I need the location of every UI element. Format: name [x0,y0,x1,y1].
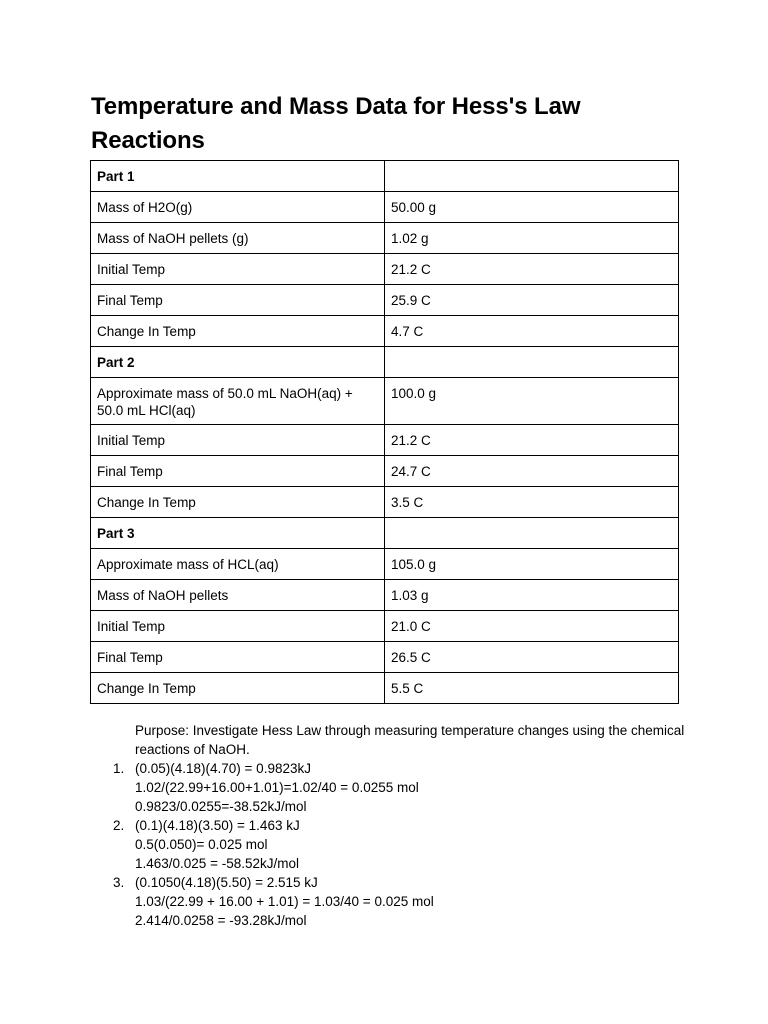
table-row [91,425,679,456]
value-cell: 50.00 g [385,192,679,223]
notes-section [113,721,695,930]
calculation-line: 0.5(0.050)= 0.025 mol [135,837,268,852]
section-header-row [91,347,679,378]
table-row [91,378,679,425]
calculation-line: 1.03/(22.99 + 16.00 + 1.01) = 1.03/40 = 0.025 mol [135,894,434,909]
calculation-line: (0.05)(4.18)(4.70) = 0.9823kJ [135,761,311,776]
section-header-row [91,518,679,549]
label-cell: Initial Temp [91,425,385,456]
value-cell [385,347,679,378]
value-cell: 4.7 C [385,316,679,347]
label-cell: Initial Temp [91,611,385,642]
calculation-number: 2. [113,818,125,833]
table-row [91,549,679,580]
data-table [90,160,679,704]
label-cell: Mass of NaOH pellets (g) [91,223,385,254]
data-table-body [91,161,679,704]
page-title: Temperature and Mass Data for Hess's Law Reactions [91,93,581,154]
calculation-item [113,816,695,873]
value-cell: 26.5 C [385,642,679,673]
calculation-number: 3. [113,875,125,890]
value-cell: 25.9 C [385,285,679,316]
table-row [91,580,679,611]
value-cell: 5.5 C [385,673,679,704]
table-row [91,285,679,316]
value-cell: 21.2 C [385,425,679,456]
value-cell: 24.7 C [385,456,679,487]
label-cell: Final Temp [91,642,385,673]
calculation-item [113,873,695,930]
label-cell: Initial Temp [91,254,385,285]
value-cell [385,518,679,549]
value-cell: 1.03 g [385,580,679,611]
label-cell: Change In Temp [91,673,385,704]
label-cell: Final Temp [91,456,385,487]
table-row [91,254,679,285]
calculation-line: 2.414/0.0258 = -93.28kJ/mol [135,913,307,928]
calculation-line: 0.9823/0.0255=-38.52kJ/mol [135,799,307,814]
calculation-item [113,759,695,816]
label-cell: Approximate mass of HCL(aq) [91,549,385,580]
calculation-list [113,759,695,930]
value-cell [385,161,679,192]
label-cell: Approximate mass of 50.0 mL NaOH(aq) + 50.0 mL HCl(aq) [91,378,385,425]
calculation-line: (0.1050(4.18)(5.50) = 2.515 kJ [135,875,318,890]
value-cell: 21.0 C [385,611,679,642]
value-cell: 3.5 C [385,487,679,518]
value-cell: 21.2 C [385,254,679,285]
table-row [91,611,679,642]
label-cell: Mass of H2O(g) [91,192,385,223]
label-cell: Final Temp [91,285,385,316]
section-label-cell: Part 1 [91,161,385,192]
purpose-text: Purpose: Investigate Hess Law through measuring temperature changes using the chemical reactions of NaOH. [135,723,685,757]
table-row [91,456,679,487]
table-row [91,673,679,704]
table-row [91,642,679,673]
table-row [91,487,679,518]
table-row [91,192,679,223]
label-cell: Mass of NaOH pellets [91,580,385,611]
table-row [91,316,679,347]
calculation-line: (0.1)(4.18)(3.50) = 1.463 kJ [135,818,300,833]
calculation-number: 1. [113,761,125,776]
section-label-cell: Part 2 [91,347,385,378]
calculation-line: 1.463/0.025 = -58.52kJ/mol [135,856,299,871]
table-row [91,223,679,254]
value-cell: 100.0 g [385,378,679,425]
label-cell: Change In Temp [91,316,385,347]
label-cell: Change In Temp [91,487,385,518]
section-label-cell: Part 3 [91,518,385,549]
value-cell: 1.02 g [385,223,679,254]
section-header-row [91,161,679,192]
value-cell: 105.0 g [385,549,679,580]
calculation-line: 1.02/(22.99+16.00+1.01)=1.02/40 = 0.0255 mol [135,780,419,795]
